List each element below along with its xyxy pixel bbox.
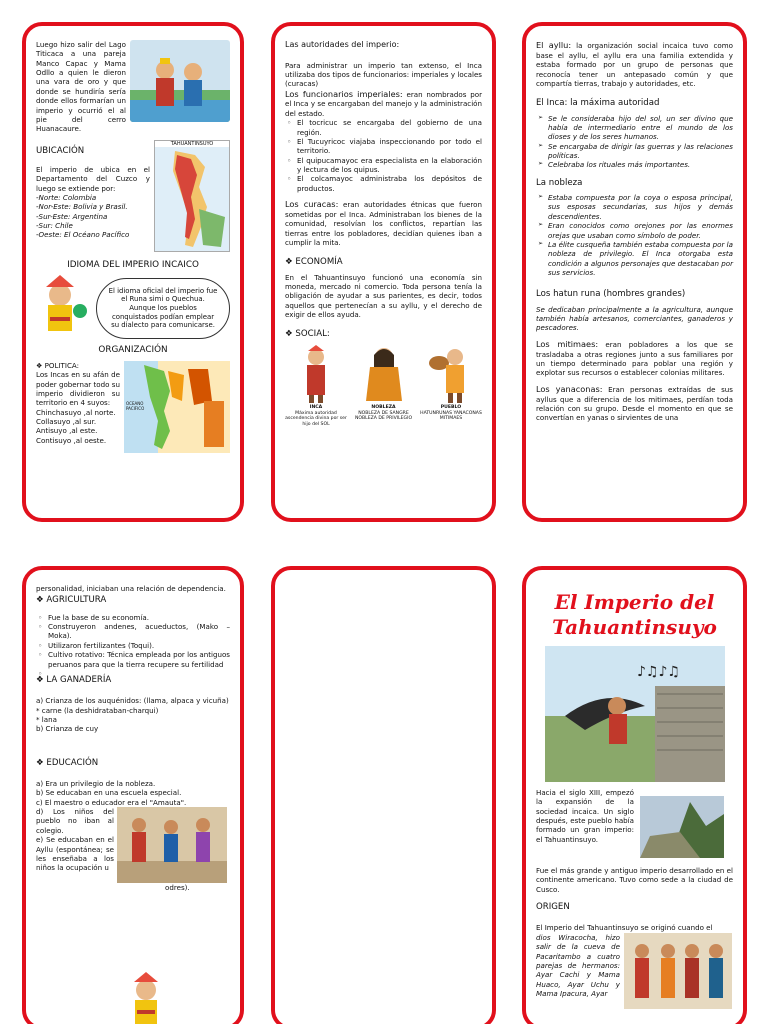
map-label: TAHUANTINSUYO bbox=[155, 141, 229, 148]
cover-title-line1: El Imperio del bbox=[554, 590, 715, 614]
autoridades-title: Las autoridades del imperio: bbox=[285, 40, 400, 49]
social-inca bbox=[285, 345, 347, 428]
funcionario-item: ◦ El colcamayoc administraba los depósitos de productos. bbox=[285, 174, 482, 193]
social-pueblo bbox=[420, 345, 482, 428]
social-inca-desc: Máxima autoridad ascendencia divina por ser hijo del SOL bbox=[285, 410, 347, 427]
nobleza-figure-illustration bbox=[360, 345, 408, 403]
continuation-text: personalidad, iniciaban una relación de dependencia. bbox=[36, 584, 226, 593]
idioma-text: El idioma oficial del imperio fue el Runa simi o Quechua. Aunque los pueblos conquistados podían emplear su dialecto para comunicarse. bbox=[108, 286, 218, 330]
inca-couple-illustration bbox=[130, 40, 230, 122]
educacion-e-end: odres). bbox=[165, 883, 190, 893]
cover-intro: Hacia el siglo XIII, empezó la expansión de la sociedad incaica. Un siglo después, este pueblo había formado un gran imperio: el Tahuantinsuyo. bbox=[536, 788, 634, 844]
social-inca-title: INCA bbox=[309, 405, 323, 411]
ayar-brothers-illustration bbox=[624, 933, 732, 1009]
inca-item: ➢ Se encargaba de dirigir las guerras y las relaciones políticas. bbox=[536, 142, 733, 161]
suyo-item: Antisuyo ,al este. bbox=[36, 426, 98, 436]
agricultura-title: ❖ AGRICULTURA bbox=[36, 595, 107, 606]
social-classes bbox=[285, 345, 482, 428]
agricultura-list bbox=[36, 613, 230, 669]
politica-text: Los Incas en su afán de poder gobernar todo su imperio dividieron su territorio en 4 suyos: bbox=[36, 370, 120, 408]
inca-list bbox=[536, 114, 733, 170]
funcionario-item: ◦ El Tucuyricoc viajaba inspeccionando por todo el territorio. bbox=[285, 137, 482, 156]
origen-text-top: El Imperio del Tahuantinsuyo se originó cuando el bbox=[536, 923, 713, 933]
agricultura-item: ◦ Fue la base de su economía. bbox=[36, 613, 230, 622]
mitimaes-lead: Los mitimaes: bbox=[536, 338, 599, 349]
suyos-map bbox=[124, 361, 230, 453]
ganaderia-line: * lana bbox=[36, 714, 57, 724]
nobleza-list bbox=[536, 193, 733, 277]
hatun-title: Los hatun runa (hombres grandes) bbox=[536, 289, 686, 300]
ubicacion-intro: El imperio de ubica en el Departamento del Cuzco y luego se extiende por: bbox=[36, 164, 150, 193]
funcionarios-text: eran nombrados por el Inca y se encargaban del manejo y la administración del estado. bbox=[285, 89, 483, 118]
educacion-line: c) El maestro o educador era el "Amauta". bbox=[36, 797, 187, 807]
inca-item: ➢ Se le consideraba hijo del sol, un ser divino que había de intermediario entre el mundo de los dioses y de los seres humanos. bbox=[536, 114, 733, 142]
condor-musician-illustration bbox=[545, 646, 725, 782]
ubicacion-item: -Oeste: El Océano Pacífico bbox=[36, 230, 130, 240]
ganaderia-line: b) Crianza de cuy bbox=[36, 724, 99, 734]
ubicacion-item: -Sur: Chile bbox=[36, 221, 73, 231]
panel-2 bbox=[271, 22, 496, 522]
ubicacion-title: UBICACIÓN bbox=[36, 145, 85, 156]
curacas-lead: Los curacas: bbox=[285, 199, 339, 210]
ayllu-lead: El ayllu: bbox=[536, 40, 572, 50]
social-pueblo-title: PUEBLO bbox=[440, 405, 462, 411]
intro-text: Luego hizo salir del Lago Titicaca a una pareja Manco Capac y Mama Odllo a quien le dieron una vara de oro y que donde se hundiría sería donde ellos formarían un imperio y ocurrió el al pie del cerro Huanacaure. bbox=[36, 40, 126, 134]
yanaconas-text: Eran personas extraídas de sus ayllus que a diferencia de los mitimaes, perdían toda relación con su grupo. Desde el momento en que se convertían en yanas o sirvientes de una bbox=[536, 384, 733, 423]
cover-intro-2: Fue el más grande y antiguo imperio desarrollado en el continente americano. Tuvo como sede a la ciudad de Cusco. bbox=[536, 866, 733, 894]
nobleza-title: La nobleza bbox=[536, 177, 583, 188]
machu-picchu-photo bbox=[640, 796, 724, 858]
social-nobleza bbox=[353, 345, 415, 428]
pueblo-figure-illustration bbox=[427, 345, 475, 403]
suyo-item: Contisuyo ,al oeste. bbox=[36, 435, 107, 445]
funcionario-item: ◦ El quipucamayoc era especialista en la elaboración y lectura de los quipus. bbox=[285, 156, 482, 175]
panel-4 bbox=[22, 566, 244, 1024]
ganaderia-title: ❖ LA GANADERÍA bbox=[36, 674, 112, 685]
inca-child-illustration-2 bbox=[122, 972, 170, 1024]
cover-title-line2: Tahuantinsuyo bbox=[552, 615, 717, 639]
ubicacion-item: -Nor-Este: Bolivia y Brasil. bbox=[36, 202, 128, 212]
nobleza-item: ➢ La élite cusqueña también estaba compuesta por la nobleza de privilegio. El Inca otorgaba esta condición a algunos personajes que destacaban por sus servicios. bbox=[536, 240, 733, 277]
svg-text:♪♫♪♫: ♪♫♪♫ bbox=[636, 664, 680, 680]
ganaderia-line: a) Crianza de los auquénidos: (llama, alpaca y vicuña) bbox=[36, 696, 229, 706]
funcionarios-lead: Los funcionarios imperiales: bbox=[285, 88, 403, 99]
nobleza-item: ➢ Estaba compuesta por la coya o esposa principal, sus esposas secundarias, sus hijos y demás descendientes. bbox=[536, 193, 733, 221]
yanaconas-lead: Los yanaconas: bbox=[536, 383, 603, 394]
map-ocean-label: OCEANO PACIFICO bbox=[126, 400, 145, 412]
social-nobleza-desc: NOBLEZA DE SANGRE NOBLEZA DE PRIVILEGIO bbox=[354, 410, 413, 422]
agricultura-item: ◦ Utilizaron fertilizantes (Toqui). bbox=[36, 641, 230, 650]
ganaderia-line: * carne (la deshidrataban-charqui) bbox=[36, 705, 159, 715]
educacion-line: b) Se educaban en una escuela especial. bbox=[36, 788, 182, 798]
education-illustration bbox=[117, 807, 227, 883]
origen-title: ORIGEN bbox=[536, 902, 570, 913]
mitimaes-text: eran pobladores a los que se trasladaba a otras regiones junto a sus familiares por un tiempo determinado para poblar una región y explotar sus recursos o establecer colonias militares. bbox=[536, 339, 733, 378]
social-pueblo-desc: HATUNRUNAS YANACONAS MITIMAES bbox=[420, 410, 482, 422]
organizacion-title: ORGANIZACIÓN bbox=[98, 345, 168, 356]
curacas-text: eran autoridades étnicas que fueron sometidas por el Inca. Administraban los bienes de la comunidad, resolvían los conflictos, repartían las tierras entre los pobladores, decidían quienes iban a cumplir la mita. bbox=[285, 200, 482, 247]
ubicacion-item: -Norte: Colombia bbox=[36, 193, 97, 203]
ubicacion-item: -Sur-Este: Argentina bbox=[36, 211, 108, 221]
idioma-title: IDIOMA DEL IMPERIO INCAICO bbox=[67, 259, 199, 270]
economia-text: En el Tahuantinsuyo funcionó una economía sin moneda, mercado ni comercio. Toda persona tenía la obligación de ayudar a sus parientes, es decir, todos aquellos que pertenecían a su ayllu, y el derecho de exigir de ellos ayuda. bbox=[285, 272, 482, 320]
funcionarios-list bbox=[285, 118, 482, 193]
inca-item: ➢ Celebraba los rituales más importantes. bbox=[536, 160, 733, 169]
agricultura-item: ◦ Construyeron andenes, acueductos, (Mako – Moka). bbox=[36, 622, 230, 641]
suyo-item: Chinchasuyo ,al norte. bbox=[36, 407, 116, 417]
funcionario-item: ◦ El tocricuc se encargaba del gobierno de una región. bbox=[285, 118, 482, 137]
origen-text: dios Wiracocha, hizo salir de la cueva de Pacaritambo a cuatro parejas de hermanos: Ayar Cachi y Mama Huaco, Ayar Uchu y Mama Ipacura, Ayar bbox=[536, 932, 620, 998]
panel-1 bbox=[22, 22, 244, 522]
social-nobleza-title: NOBLEZA bbox=[371, 405, 396, 411]
panel-3 bbox=[522, 22, 747, 522]
autoridades-text: Para administrar un imperio tan extenso, el Inca utilizaba dos tipos de funcionarios: imperiales y locales (curacas) bbox=[285, 60, 482, 89]
cover-title bbox=[536, 590, 733, 640]
economia-title: ❖ ECONOMÍA bbox=[285, 257, 343, 268]
inca-figure-illustration bbox=[296, 345, 336, 403]
educacion-d: d) Los niños del pueblo no iban al colegio. bbox=[36, 807, 114, 835]
politica-title: ❖ POLITICA: bbox=[36, 360, 80, 370]
educacion-e: e) Se educaban en el Ayllu (espontánea; se les enseñaba a los niños la ocupación u bbox=[36, 835, 114, 873]
educacion-title: ❖ EDUCACIÓN bbox=[36, 757, 99, 768]
social-title: ❖ SOCIAL: bbox=[285, 329, 330, 340]
hatun-text: Se dedicaban principalmente a la agricultura, aunque también había artesanos, comerciantes, ganaderos y pescadores. bbox=[536, 304, 733, 333]
nobleza-item: ➢ Eran conocidos como orejones por las enormes orejas que usaban como símbolo de poder. bbox=[536, 221, 733, 240]
educacion-line: a) Era un privilegio de la nobleza. bbox=[36, 778, 156, 788]
suyo-item: Collasuyo ,al sur. bbox=[36, 416, 97, 426]
inca-title: El Inca: la máxima autoridad bbox=[536, 98, 660, 109]
panel-6-cover bbox=[522, 566, 747, 1024]
panel-5-blank bbox=[271, 566, 496, 1024]
inca-child-illustration bbox=[36, 275, 92, 341]
tahuantinsuyo-map bbox=[154, 140, 230, 252]
idioma-speech-bubble bbox=[96, 278, 230, 339]
agricultura-item: ◦ Cultivo rotativo: Técnica empleada por los antiguos peruanos para que la tierra recupere su fertilidad bbox=[36, 650, 230, 669]
ayllu-text: la organización social incaica tuvo como base el ayllu, el ayllu era una familia extendida y estaba formado por un grupo de personas que reconocía tener un antepasado común y que compartía tierras, trabajo y autoridades, etc. bbox=[536, 41, 733, 88]
